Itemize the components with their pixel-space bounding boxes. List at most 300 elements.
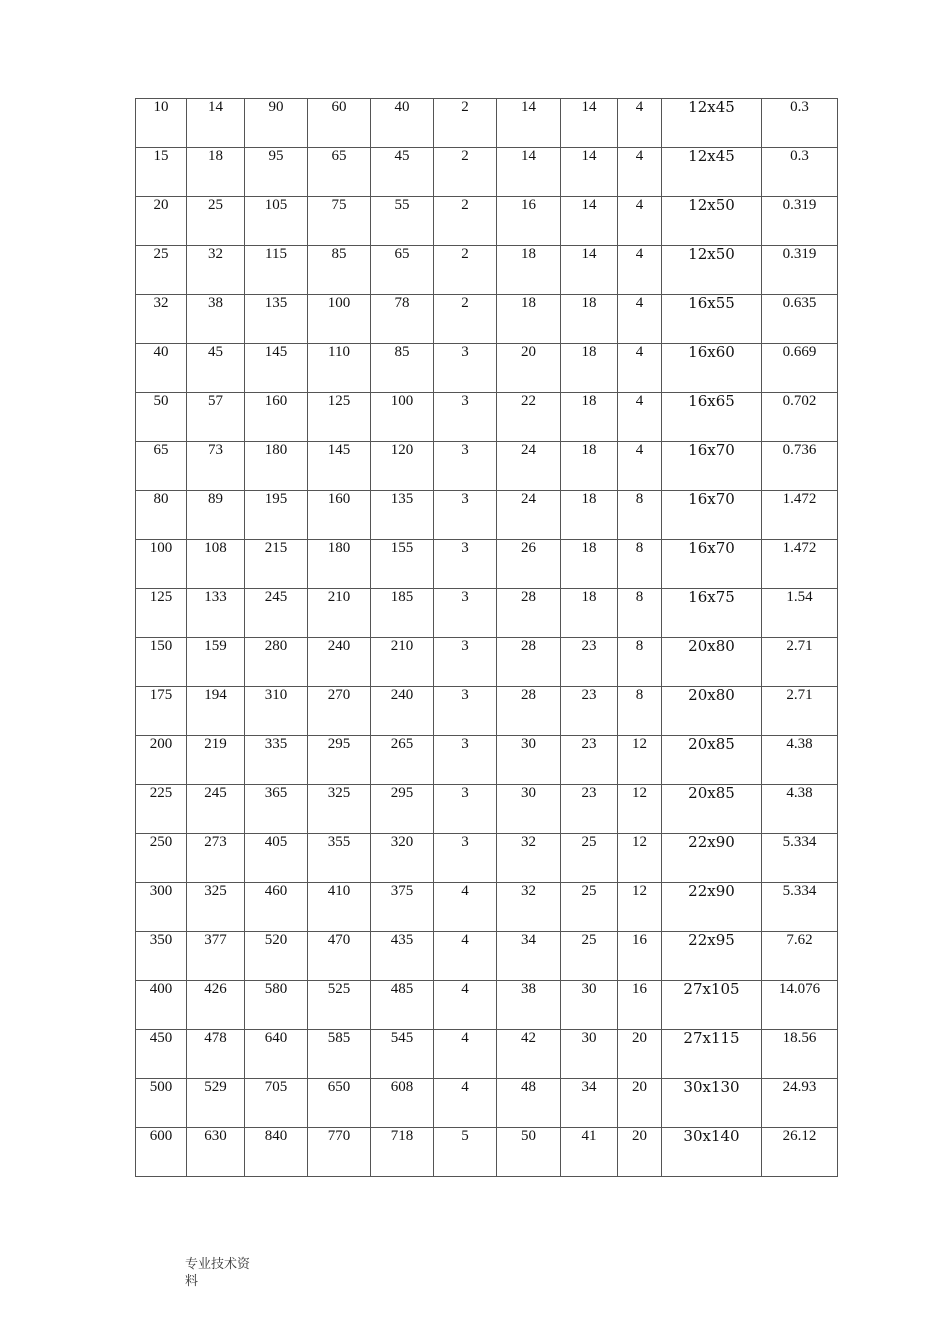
table-row [136,883,838,932]
table-cell [245,883,308,932]
table-cell [497,687,561,736]
table-cell [618,148,662,197]
cell-value: 24.93 [782,1079,817,1095]
cell-value: 200 [149,736,173,752]
table-cell [136,981,187,1030]
cell-value: 14 [581,99,597,115]
table-cell [245,148,308,197]
cell-value: 12x50 [688,196,735,214]
table-cell [371,834,434,883]
cell-value: 2.71 [786,687,813,703]
table-cell [762,589,838,638]
table-cell [434,246,497,295]
table-cell [497,393,561,442]
table-row [136,540,838,589]
table-cell [497,99,561,148]
table-cell [618,491,662,540]
cell-value: 3 [461,344,469,360]
table-cell [371,344,434,393]
table-row [136,736,838,785]
cell-value: 0.3 [790,99,809,115]
cell-value: 240 [390,687,414,703]
cell-value: 12 [632,834,647,850]
table-cell [762,295,838,344]
table-cell [618,295,662,344]
cell-value: 3 [461,589,469,605]
table-cell [762,1030,838,1079]
table-cell [245,834,308,883]
table-cell [308,1128,371,1177]
table-cell [497,1128,561,1177]
table-cell [618,834,662,883]
cell-value: 4 [635,99,644,115]
cell-value: 135 [390,491,414,507]
cell-value: 0.319 [782,197,817,213]
table-cell [662,834,762,883]
table-cell [187,589,245,638]
cell-value: 105 [264,197,288,213]
cell-value: 125 [149,589,173,605]
cell-value: 7.62 [786,932,813,948]
table-row [136,687,838,736]
cell-value: 3 [461,638,469,654]
table-cell [187,491,245,540]
cell-value: 1.472 [782,491,817,507]
table-cell [662,589,762,638]
table-cell [662,148,762,197]
cell-value: 3 [461,687,469,703]
cell-value: 110 [328,344,350,360]
table-row [136,393,838,442]
table-cell [662,295,762,344]
cell-value: 23 [581,736,597,752]
table-cell [662,687,762,736]
table-cell [762,148,838,197]
table-cell [662,393,762,442]
table-cell [308,1079,371,1128]
cell-value: 608 [390,1079,414,1095]
cell-value: 14.076 [778,981,821,997]
cell-value: 0.3 [790,148,809,164]
cell-value: 145 [327,442,351,458]
cell-value: 23 [581,687,597,703]
cell-value: 18 [581,344,597,360]
table-cell [662,442,762,491]
table-cell [434,589,497,638]
cell-value: 529 [204,1079,227,1095]
cell-value: 18.56 [782,1030,817,1046]
cell-value: 30x140 [683,1127,740,1145]
cell-value: 0.702 [782,393,817,409]
table-cell [187,344,245,393]
cell-value: 3 [461,785,469,801]
cell-value: 20 [521,344,536,360]
table-cell [662,638,762,687]
cell-value: 2 [461,197,469,213]
cell-value: 0.736 [782,442,817,458]
table-cell [762,344,838,393]
table-cell [662,785,762,834]
table-cell [308,1030,371,1079]
table-cell [187,883,245,932]
cell-value: 100 [149,540,173,556]
table-cell [136,491,187,540]
cell-value: 185 [390,589,414,605]
table-cell [662,99,762,148]
cell-value: 470 [327,932,351,948]
cell-value: 22 [521,393,536,409]
table-cell [762,491,838,540]
cell-value: 180 [327,540,351,556]
table-cell [245,785,308,834]
cell-value: 14 [208,99,223,115]
cell-value: 300 [149,883,173,899]
table-cell [497,932,561,981]
table-cell [497,540,561,589]
table-cell [497,246,561,295]
table-cell [371,540,434,589]
table-cell [434,344,497,393]
cell-value: 18 [208,148,223,164]
cell-value: 22x95 [688,931,735,949]
cell-value: 135 [264,295,288,311]
cell-value: 14 [521,99,536,115]
cell-value: 38 [521,981,536,997]
table-cell [762,540,838,589]
table-cell [308,246,371,295]
cell-value: 108 [204,540,227,556]
table-cell [371,246,434,295]
cell-value: 405 [264,834,288,850]
table-cell [662,981,762,1030]
cell-value: 25 [208,197,223,213]
cell-value: 20 [632,1128,647,1144]
table-row [136,197,838,246]
cell-value: 840 [264,1128,288,1144]
cell-value: 12 [632,736,647,752]
table-cell [245,1030,308,1079]
table-cell [245,1079,308,1128]
cell-value: 18 [581,540,597,556]
table-cell [308,344,371,393]
cell-value: 310 [264,687,288,703]
table-cell [371,442,434,491]
cell-value: 14 [581,246,597,262]
cell-value: 8 [635,540,644,556]
cell-value: 325 [327,785,351,801]
table-cell [136,1030,187,1079]
cell-value: 160 [264,393,288,409]
cell-value: 16x75 [688,588,735,606]
cell-value: 4 [635,197,644,213]
table-cell [434,442,497,491]
table-cell [618,1079,662,1128]
table-cell [245,540,308,589]
table-cell [618,1030,662,1079]
table-cell [762,99,838,148]
table-cell [618,589,662,638]
table-cell [561,883,618,932]
cell-value: 50 [153,393,169,409]
cell-value: 10 [153,99,169,115]
table-cell [434,393,497,442]
table-cell [187,834,245,883]
cell-value: 18 [581,491,597,507]
table-cell [371,736,434,785]
cell-value: 45 [394,148,410,164]
table-cell [434,1128,497,1177]
cell-value: 295 [390,785,414,801]
table-row [136,785,838,834]
cell-value: 40 [153,344,169,360]
cell-value: 4 [635,442,644,458]
cell-value: 8 [635,589,644,605]
cell-value: 640 [264,1030,288,1046]
table-cell [245,687,308,736]
cell-value: 3 [461,442,469,458]
cell-value: 770 [327,1128,351,1144]
table-cell [136,932,187,981]
cell-value: 73 [208,442,223,458]
table-cell [762,883,838,932]
table-cell [434,785,497,834]
table-cell [561,99,618,148]
table-cell [136,834,187,883]
cell-value: 16 [632,981,647,997]
cell-value: 30 [521,736,536,752]
table-cell [497,736,561,785]
table-cell [618,981,662,1030]
cell-value: 95 [268,148,284,164]
table-cell [371,491,434,540]
cell-value: 240 [327,638,351,654]
cell-value: 5.334 [782,883,817,899]
cell-value: 0.319 [782,246,817,262]
cell-value: 426 [204,981,227,997]
cell-value: 265 [390,736,414,752]
cell-value: 195 [264,491,288,507]
cell-value: 65 [153,442,169,458]
cell-value: 16x60 [688,343,735,361]
cell-value: 4 [461,1079,469,1095]
cell-value: 145 [264,344,288,360]
table-cell [618,442,662,491]
table-cell [762,932,838,981]
table-cell [371,197,434,246]
cell-value: 78 [394,295,410,311]
cell-value: 630 [204,1128,227,1144]
table-cell [371,1128,434,1177]
cell-value: 585 [327,1030,351,1046]
table-cell [136,589,187,638]
cell-value: 5.334 [782,834,817,850]
table-cell [245,344,308,393]
table-cell [662,883,762,932]
table-cell [497,197,561,246]
cell-value: 545 [390,1030,414,1046]
table-cell [434,638,497,687]
table-cell [136,1128,187,1177]
table-cell [618,99,662,148]
table-row [136,295,838,344]
cell-value: 18 [581,442,597,458]
cell-value: 16x65 [688,392,735,410]
cell-value: 520 [264,932,288,948]
cell-value: 460 [264,883,288,899]
table-cell [561,638,618,687]
cell-value: 18 [581,393,597,409]
cell-value: 80 [153,491,169,507]
cell-value: 245 [204,785,227,801]
table-cell [434,99,497,148]
cell-value: 155 [390,540,414,556]
cell-value: 16 [521,197,536,213]
table-cell [762,834,838,883]
flange-spec-table [135,98,838,1177]
table-cell [561,736,618,785]
cell-value: 115 [265,246,287,262]
table-cell [618,1128,662,1177]
cell-value: 20 [153,197,169,213]
cell-value: 18 [581,589,597,605]
cell-value: 16x70 [688,539,735,557]
table-cell [434,148,497,197]
cell-value: 90 [268,99,284,115]
cell-value: 3 [461,491,469,507]
table-cell [187,540,245,589]
cell-value: 160 [327,491,351,507]
cell-value: 2 [461,99,469,115]
cell-value: 48 [521,1079,536,1095]
table-cell [762,442,838,491]
table-row [136,1128,838,1177]
cell-value: 295 [327,736,351,752]
table-cell [561,148,618,197]
cell-value: 2 [461,295,469,311]
table-cell [136,246,187,295]
table-row [136,148,838,197]
cell-value: 60 [331,99,347,115]
cell-value: 2.71 [786,638,813,654]
table-cell [618,344,662,393]
cell-value: 478 [204,1030,227,1046]
table-row [136,1030,838,1079]
cell-value: 100 [327,295,351,311]
cell-value: 100 [390,393,414,409]
table-cell [434,197,497,246]
table-cell [662,932,762,981]
cell-value: 120 [390,442,414,458]
cell-value: 25 [581,834,597,850]
cell-value: 210 [390,638,414,654]
cell-value: 16 [632,932,647,948]
cell-value: 14 [581,197,597,213]
table-cell [308,834,371,883]
table-cell [662,246,762,295]
table-row [136,491,838,540]
cell-value: 273 [204,834,227,850]
table-cell [136,638,187,687]
table-cell [497,148,561,197]
table-cell [187,1128,245,1177]
cell-value: 375 [390,883,414,899]
cell-value: 4 [635,393,644,409]
table-cell [245,932,308,981]
table-cell [308,197,371,246]
table-cell [497,491,561,540]
table-cell [497,589,561,638]
cell-value: 75 [331,197,347,213]
table-cell [308,638,371,687]
table-cell [561,295,618,344]
cell-value: 32 [153,295,169,311]
cell-value: 24 [521,442,536,458]
table-cell [371,932,434,981]
table-cell [618,687,662,736]
table-cell [245,638,308,687]
cell-value: 12 [632,785,647,801]
cell-value: 26 [521,540,536,556]
cell-value: 180 [264,442,288,458]
cell-value: 32 [208,246,223,262]
cell-value: 16x70 [688,441,735,459]
table-cell [245,295,308,344]
cell-value: 280 [264,638,288,654]
table-cell [308,442,371,491]
cell-value: 2 [461,148,469,164]
cell-value: 45 [208,344,223,360]
table-cell [136,393,187,442]
cell-value: 8 [635,687,644,703]
table-cell [662,344,762,393]
cell-value: 65 [331,148,347,164]
table-cell [561,393,618,442]
table-cell [762,197,838,246]
table-cell [308,295,371,344]
cell-value: 14 [581,148,597,164]
table-row [136,99,838,148]
table-cell [561,246,618,295]
table-cell [245,736,308,785]
table-cell [187,148,245,197]
table-cell [308,540,371,589]
cell-value: 34 [581,1079,597,1095]
footer-line-2: 料 [185,1274,199,1289]
cell-value: 18 [521,246,536,262]
table-cell [434,883,497,932]
table-cell [618,883,662,932]
table-cell [187,932,245,981]
cell-value: 25 [581,883,597,899]
cell-value: 525 [327,981,351,997]
cell-value: 580 [264,981,288,997]
cell-value: 8 [635,638,644,654]
cell-value: 3 [461,393,469,409]
cell-value: 4 [635,246,644,262]
cell-value: 20 [632,1030,647,1046]
cell-value: 0.669 [782,344,817,360]
table-cell [245,197,308,246]
cell-value: 500 [149,1079,173,1095]
cell-value: 15 [153,148,169,164]
table-cell [561,981,618,1030]
cell-value: 12x45 [688,98,735,116]
cell-value: 8 [635,491,644,507]
table-cell [561,589,618,638]
cell-value: 0.635 [782,295,817,311]
table-cell [762,1079,838,1128]
table-cell [497,834,561,883]
